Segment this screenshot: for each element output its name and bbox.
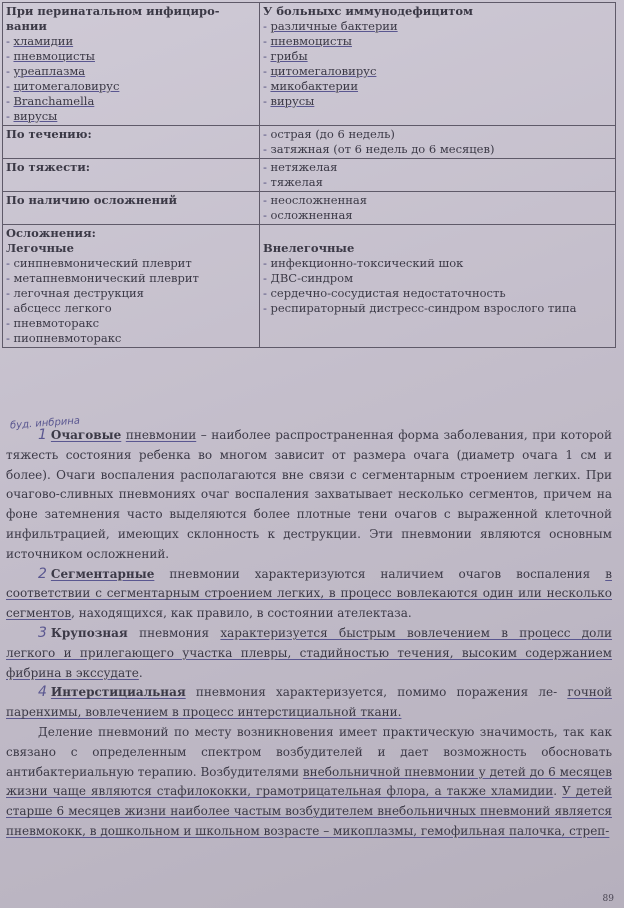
complications-cell — [260, 192, 616, 225]
handwritten-dash: - — [263, 302, 271, 315]
pulmonary-label: Легочные — [6, 241, 74, 255]
handwritten-dash: - — [6, 257, 14, 270]
term-segmental: Сегментарные — [50, 566, 155, 581]
list-item-text: тяжелая — [270, 175, 323, 189]
list-item — [6, 286, 256, 301]
list-item — [6, 316, 256, 331]
course-cell — [260, 126, 616, 159]
perinatal-cell — [3, 3, 260, 126]
complications-list — [263, 193, 612, 223]
list-item — [6, 271, 256, 286]
immuno-cell — [260, 3, 616, 126]
list-item-text: пиопневмоторакс — [13, 331, 122, 345]
handwritten-dash: - — [6, 272, 14, 285]
list-item-text: инфекционно-токсический шок — [270, 256, 464, 270]
list-item — [263, 19, 612, 34]
body-text — [6, 426, 612, 842]
list-item-text: цитомегаловирус — [13, 79, 120, 93]
immuno-header: У больныхс иммунодефицитом — [263, 4, 474, 18]
list-item-text: сердечно-сосудистая недостаточность — [270, 286, 506, 300]
handwritten-dash: - — [6, 50, 14, 63]
list-item — [263, 127, 612, 142]
list-item-text: микобактерии — [270, 79, 359, 93]
list-item-text: хламидии — [13, 34, 74, 48]
severity-label: По тяжести: — [3, 159, 260, 192]
list-item — [6, 256, 256, 271]
paragraph-number: 1 — [38, 427, 47, 443]
list-item — [263, 142, 612, 157]
list-item — [263, 64, 612, 79]
paragraph-highlight: У детей старше 6 месяцев жизни наиболее частым возбудителем внебольничных пневмоний является пневмококк, в дошкольном и школьном возрасте – микоплазмы, гемофильная палочка, стреп- — [6, 784, 612, 838]
handwritten-dash: - — [263, 65, 271, 78]
paragraph-text: пневмония — [127, 625, 221, 640]
paragraph-lobar — [6, 624, 612, 683]
paragraph-interstitial — [6, 683, 612, 723]
handwritten-dash: - — [263, 287, 271, 300]
table-row — [3, 126, 616, 159]
paragraph-highlight: в соответствии с сегментарным строением легких, в процесс вовлекаются один или несколько сегментов — [6, 566, 612, 621]
list-item — [263, 79, 612, 94]
paragraph-highlight: характеризуется быстрым вовлечением в процесс доли легкого и прилегающего участка плевры, стадийностью течения, высоким содержанием фибрина в экссудате — [6, 625, 613, 680]
page-number: 89 — [602, 894, 614, 904]
severity-cell — [260, 159, 616, 192]
paragraph-text: , находящихся, как правило, в состоянии ателектаза. — [71, 606, 412, 621]
list-item-text: нетяжелая — [270, 160, 338, 174]
severity-list — [263, 160, 612, 190]
handwritten-dash: - — [263, 143, 271, 156]
handwritten-dash: - — [6, 35, 14, 48]
list-item — [6, 331, 256, 346]
list-item — [263, 160, 612, 175]
table-row — [3, 225, 616, 348]
paragraph-text: . — [138, 665, 143, 680]
list-item-text: метапневмонический плеврит — [13, 271, 199, 285]
list-item-text: респираторный дистресс-синдром взрослого типа — [270, 301, 577, 315]
list-item-text: цитомегаловирус — [270, 64, 377, 78]
handwritten-dash: - — [263, 272, 271, 285]
table-row — [3, 159, 616, 192]
handwritten-dash: - — [263, 194, 271, 207]
pulmonary-list — [6, 256, 256, 346]
handwritten-dash: - — [263, 80, 271, 93]
paragraph-text: пневмония характеризуется, помимо поражения ле- — [185, 685, 558, 700]
list-item — [6, 109, 256, 124]
list-item-text: различные бактерии — [270, 19, 398, 33]
list-item — [6, 64, 256, 79]
handwritten-dash: - — [263, 176, 271, 189]
handwritten-dash: - — [6, 287, 14, 300]
list-item — [263, 208, 612, 223]
perinatal-list — [6, 34, 256, 124]
list-item-text: грибы — [270, 49, 308, 63]
paragraph-highlight: внебольничной пневмонии у детей до 6 месяцев жизни чаще являются стафилококки, грамотрицательная флора, а также хламидии — [6, 764, 612, 799]
list-item — [263, 34, 612, 49]
list-item — [263, 193, 612, 208]
list-item — [263, 301, 612, 316]
handwritten-dash: - — [263, 50, 271, 63]
list-item-text: Branchamella — [13, 94, 95, 108]
term-focal: Очаговые — [50, 428, 122, 442]
handwritten-dash: - — [263, 95, 271, 108]
table-row — [3, 3, 616, 126]
immuno-list — [263, 19, 612, 109]
list-item — [6, 301, 256, 316]
term-interstitial: Интерстициальная — [50, 685, 186, 700]
handwritten-dash: - — [263, 128, 271, 141]
list-item — [263, 286, 612, 301]
handwritten-dash: - — [6, 110, 14, 123]
list-item-text: неосложненная — [270, 193, 368, 207]
handwritten-dash: - — [6, 332, 14, 345]
extrapulmonary-list — [263, 256, 612, 316]
list-item — [263, 94, 612, 109]
handwritten-dash: - — [6, 80, 14, 93]
paragraph-text: – наиболее распространенная форма заболевания, при которой тяжесть состояния ребенка во многом зависит от размера очага (диаметр очага 1 см и более). Очаги воспаления располагаются вне связи с сегментарным строением легких. При очагово-сливных пневмониях очаг воспаления захватывает несколько сегментов, причем на фоне затемнения часто выделяются более плотные тени очагов с выраженной клеточной инфильтрацией, имеющих склонность к деструкции. Эти пневмонии являются основным источником осложнений. — [6, 428, 612, 561]
term-lobar: Крупозная — [50, 625, 128, 640]
list-item-text: острая (до 6 недель) — [270, 127, 395, 141]
pneumonia-classification-table — [2, 2, 616, 348]
list-item-text: уреаплазма — [13, 64, 86, 78]
paragraph-text: . — [553, 784, 563, 799]
paragraph-text: пневмонии характеризуются наличием очагов воспаления — [154, 566, 606, 581]
list-item — [263, 271, 612, 286]
handwritten-dash: - — [6, 65, 14, 78]
paragraph-number: 3 — [38, 624, 47, 641]
list-item-text: пневмоторакс — [13, 316, 100, 330]
list-item-text: пневмоцисты — [13, 49, 95, 63]
list-item-text: вирусы — [13, 109, 58, 123]
list-item-text: осложненная — [270, 208, 353, 222]
list-item-text: пневмоцисты — [270, 34, 352, 48]
table-row — [3, 192, 616, 225]
list-item — [6, 79, 256, 94]
extrapulmonary-cell — [260, 225, 616, 348]
list-item-text: синпневмонический плеврит — [13, 256, 192, 270]
list-item — [6, 34, 256, 49]
list-item-text: легочная деструкция — [13, 286, 144, 300]
list-item — [263, 256, 612, 271]
term-focal-2: пневмонии — [125, 428, 197, 442]
handwritten-dash: - — [6, 302, 14, 315]
list-item-text: абсцесс легкого — [13, 301, 112, 315]
list-item — [6, 94, 256, 109]
list-item — [263, 49, 612, 64]
paragraph-highlight: гочной паренхимы, вовлечением в процесс интерстициальной ткани. — [6, 685, 612, 720]
comp-header: Осложнения: — [6, 226, 96, 240]
paragraph-text: Деление пневмоний по месту возникновения имеет практическую значимость, так как связано с определенным спектром возбудителей и дает возможность обосновать антибактериальную терапию. Возбудителями — [6, 724, 612, 779]
perinatal-header: При перинатальном инфициро-вании — [6, 4, 220, 33]
course-list — [263, 127, 612, 157]
extrapulmonary-label: Внелегочные — [263, 241, 355, 255]
paragraph-focal — [6, 426, 612, 565]
handwritten-dash: - — [6, 317, 14, 330]
paragraph-classification — [6, 723, 612, 842]
handwritten-dash: - — [263, 209, 271, 222]
pulmonary-cell — [3, 225, 260, 348]
list-item — [6, 49, 256, 64]
handwritten-dash: - — [263, 35, 271, 48]
list-item — [263, 175, 612, 190]
list-item-text: ДВС-синдром — [270, 271, 354, 285]
list-item-text: затяжная (от 6 недель до 6 месяцев) — [270, 142, 495, 156]
paragraph-segmental — [6, 565, 612, 624]
margin-handwritten-note: буд. инбрина — [9, 415, 81, 432]
list-item-text: вирусы — [270, 94, 315, 108]
paragraph-number: 2 — [38, 565, 47, 582]
handwritten-dash: - — [6, 95, 14, 108]
complications-label: По наличию осложнений — [3, 192, 260, 225]
course-label: По течению: — [3, 126, 260, 159]
handwritten-dash: - — [263, 161, 271, 174]
handwritten-dash: - — [263, 257, 271, 270]
paragraph-number: 4 — [38, 684, 47, 701]
handwritten-dash: - — [263, 20, 271, 33]
